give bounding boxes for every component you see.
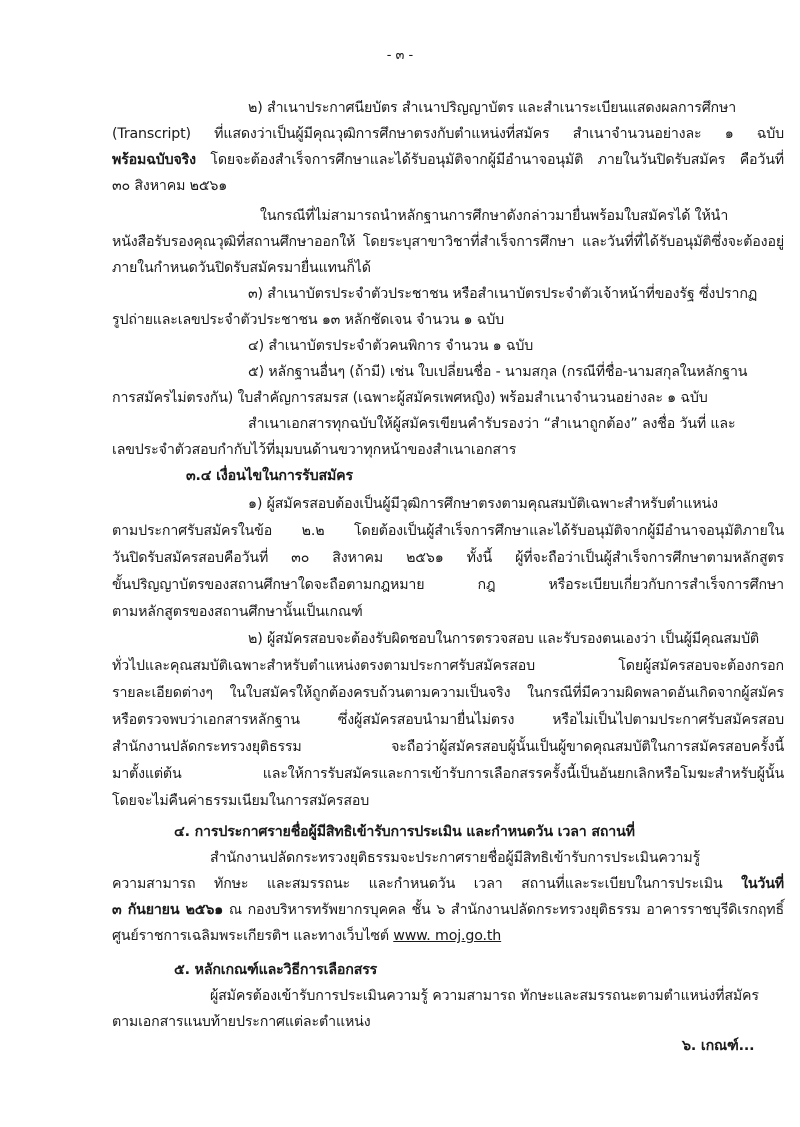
item5-line2: การสมัครไม่ตรงกัน) ใบสำคัญการสมรส (เฉพาะผู้สมัครเพศหญิง) พร้อมสำเนาจำนวนอย่างละ ๑ ฉบับ <box>112 390 708 406</box>
certify-line2: เลขประจำตัวสอบกำกับไว้ที่มุมบนด้านขวาทุกหน้าของสำเนาเอกสาร <box>112 442 517 458</box>
note-line2: หนังสือรับรองคุณวุฒิที่สถานศึกษาออกให้ โดยระบุสาขาวิชาที่สำเร็จการศึกษา และวันที่ที่ได้รับอนุมัติซึ่งจะต้องอยู่ <box>112 234 784 250</box>
sec5-line2: ตามเอกสารแนบท้ายประกาศแต่ละตำแหน่ง <box>112 1014 371 1030</box>
cond1-line2: ตามประกาศรับสมัครในข้อ ๒.๒ โดยต้องเป็นผู้สำเร็จการศึกษาและได้รับอนุมัติจากผู้มีอำนาจอนุมัติภายใน <box>112 523 784 539</box>
continuation-marker: ๖. เกณฑ์... <box>682 1038 755 1054</box>
cond2-line2: ทั่วไปและคุณสมบัติเฉพาะสำหรับตำแหน่งตรงตามประกาศรับสมัครสอบ โดยผู้สมัครสอบจะต้องกรอก <box>112 658 784 674</box>
cond2-line1: ๒) ผู้สมัครสอบจะต้องรับผิดชอบในการตรวจสอบ และรับรองตนเองว่า เป็นผู้มีคุณสมบัติ <box>248 631 759 647</box>
cond1-line3: วันปิดรับสมัครสอบคือวันที่ ๓๐ สิงหาคม ๒๕๖๑ ทั้งนี้ ผู้ที่จะถือว่าเป็นผู้สำเร็จการศึกษาตามหลักสูตร <box>112 550 784 566</box>
cond2-line3: รายละเอียดต่างๆ ในใบสมัครให้ถูกต้องครบถ้วนตามความเป็นจริง ในกรณีที่มีความผิดพลาดอันเกิดจากผู้สมัคร <box>112 685 784 701</box>
note-line3: ภายในกำหนดวันปิดรับสมัครมายื่นแทนก็ได้ <box>112 260 371 276</box>
section-3-4-heading: ๓.๔ เงื่อนไขในการรับสมัคร <box>186 468 353 484</box>
item2-line3: พร้อมฉบับจริง โดยจะต้องสำเร็จการศึกษาและได้รับอนุมัติจากผู้มีอำนาจอนุมัติ ภายในวันปิดรับสมัคร คือวันที่ <box>112 152 784 168</box>
cond1-line5: ตามหลักสูตรของสถานศึกษานั้นเป็นเกณฑ์ <box>112 604 363 620</box>
cond2-line7: โดยจะไม่คืนค่าธรรมเนียมในการสมัครสอบ <box>112 793 370 809</box>
bold-with-original: พร้อมฉบับจริง <box>112 152 196 168</box>
cond2-line4: หรือตรวจพบว่าเอกสารหลักฐาน ซึ่งผู้สมัครสอบนำมายื่นไม่ตรง หรือไม่เป็นไปตามประกาศรับสมัครสอบ <box>112 712 784 728</box>
item2-line4: ๓๐ สิงหาคม ๒๕๖๑ <box>112 178 228 194</box>
cond2-line6: มาตั้งแต่ต้น และให้การรับสมัครและการเข้ารับการเลือกสรรครั้งนี้เป็นอันยกเลิกหรือโมฆะสำหรับผู้นั้น <box>112 766 784 782</box>
note-line1: ในกรณีที่ไม่สามารถนำหลักฐานการศึกษาดังกล่าวมายื่นพร้อมใบสมัครได้ ให้นำ <box>260 208 729 224</box>
item3-line1: ๓) สำเนาบัตรประจำตัวประชาชน หรือสำเนาบัตรประจำตัวเจ้าหน้าที่ของรัฐ ซึ่งปรากฏ <box>248 286 758 302</box>
item3-line2: รูปถ่ายและเลขประจำตัวประชาชน ๑๓ หลักชัดเจน จำนวน ๑ ฉบับ <box>112 312 504 328</box>
cond1-line1: ๑) ผู้สมัครสอบต้องเป็นผู้มีวุฒิการศึกษาตรงตามคุณสมบัติเฉพาะสำหรับตำแหน่ง <box>248 496 718 512</box>
page-number: - ๓ - <box>386 48 414 63</box>
sec4-line4: ศูนย์ราชการเฉลิมพระเกียรติฯ และทางเว็บไซต์ www. moj.go.th <box>112 928 502 944</box>
sec4-line1: สำนักงานปลัดกระทรวงยุติธรรมจะประกาศรายชื่อผู้มีสิทธิเข้ารับการประเมินความรู้ <box>210 850 701 866</box>
moj-website-link[interactable]: www. moj.go.th <box>393 928 502 944</box>
item2-line1: ๒) สำเนาประกาศนียบัตร สำเนาปริญญาบัตร และสำเนาระเบียนแสดงผลการศึกษา <box>248 100 737 116</box>
section-4-heading: ๔. การประกาศรายชื่อผู้มีสิทธิเข้ารับการประเมิน และกำหนดวัน เวลา สถานที่ <box>174 824 635 840</box>
sec5-line1: ผู้สมัครต้องเข้ารับการประเมินความรู้ ความสามารถ ทักษะและสมรรถนะตามตำแหน่งที่สมัคร <box>210 988 759 1004</box>
cond2-line5: สำนักงานปลัดกระทรวงยุติธรรม จะถือว่าผู้สมัครสอบผู้นั้นเป็นผู้ขาดคุณสมบัติในการสมัครสอบครั้งนี้ <box>112 739 784 755</box>
sec4-line3: ๓ กันยายน ๒๕๖๑ ณ กองบริหารทรัพยากรบุคคล ชั้น ๖ สำนักงานปลัดกระทรวงยุติธรรม อาคารราชบุรีดิเรกฤทธิ์ <box>112 902 784 918</box>
cond1-line4: ขั้นปริญญาบัตรของสถานศึกษาใดจะถือตามกฎหมาย กฎ หรือระเบียบเกี่ยวกับการสำเร็จการศึกษา <box>112 577 784 593</box>
item5-line1: ๕) หลักฐานอื่นๆ (ถ้ามี) เช่น ใบเปลี่ยนชื่อ - นามสกุล (กรณีที่ชื่อ-นามสกุลในหลักฐาน <box>248 364 748 380</box>
section-5-heading: ๕. หลักเกณฑ์และวิธีการเลือกสรร <box>174 962 378 978</box>
item2-line2: (Transcript) ที่แสดงว่าเป็นผู้มีคุณวุฒิการศึกษาตรงกับตำแหน่งที่สมัคร สำเนาจำนวนอย่างละ ๑ ฉบับ <box>112 126 784 142</box>
sec4-line2: ความสามารถ ทักษะ และสมรรถนะ และกำหนดวัน เวลา สถานที่และระเบียบในการประเมิน ในวันที่ <box>112 876 784 892</box>
certify-line1: สำเนาเอกสารทุกฉบับให้ผู้สมัครเขียนคำรับรองว่า “สำเนาถูกต้อง” ลงชื่อ วันที่ และ <box>248 416 736 432</box>
item4-line: ๔) สำเนาบัตรประจำตัวคนพิการ จำนวน ๑ ฉบับ <box>248 338 534 354</box>
